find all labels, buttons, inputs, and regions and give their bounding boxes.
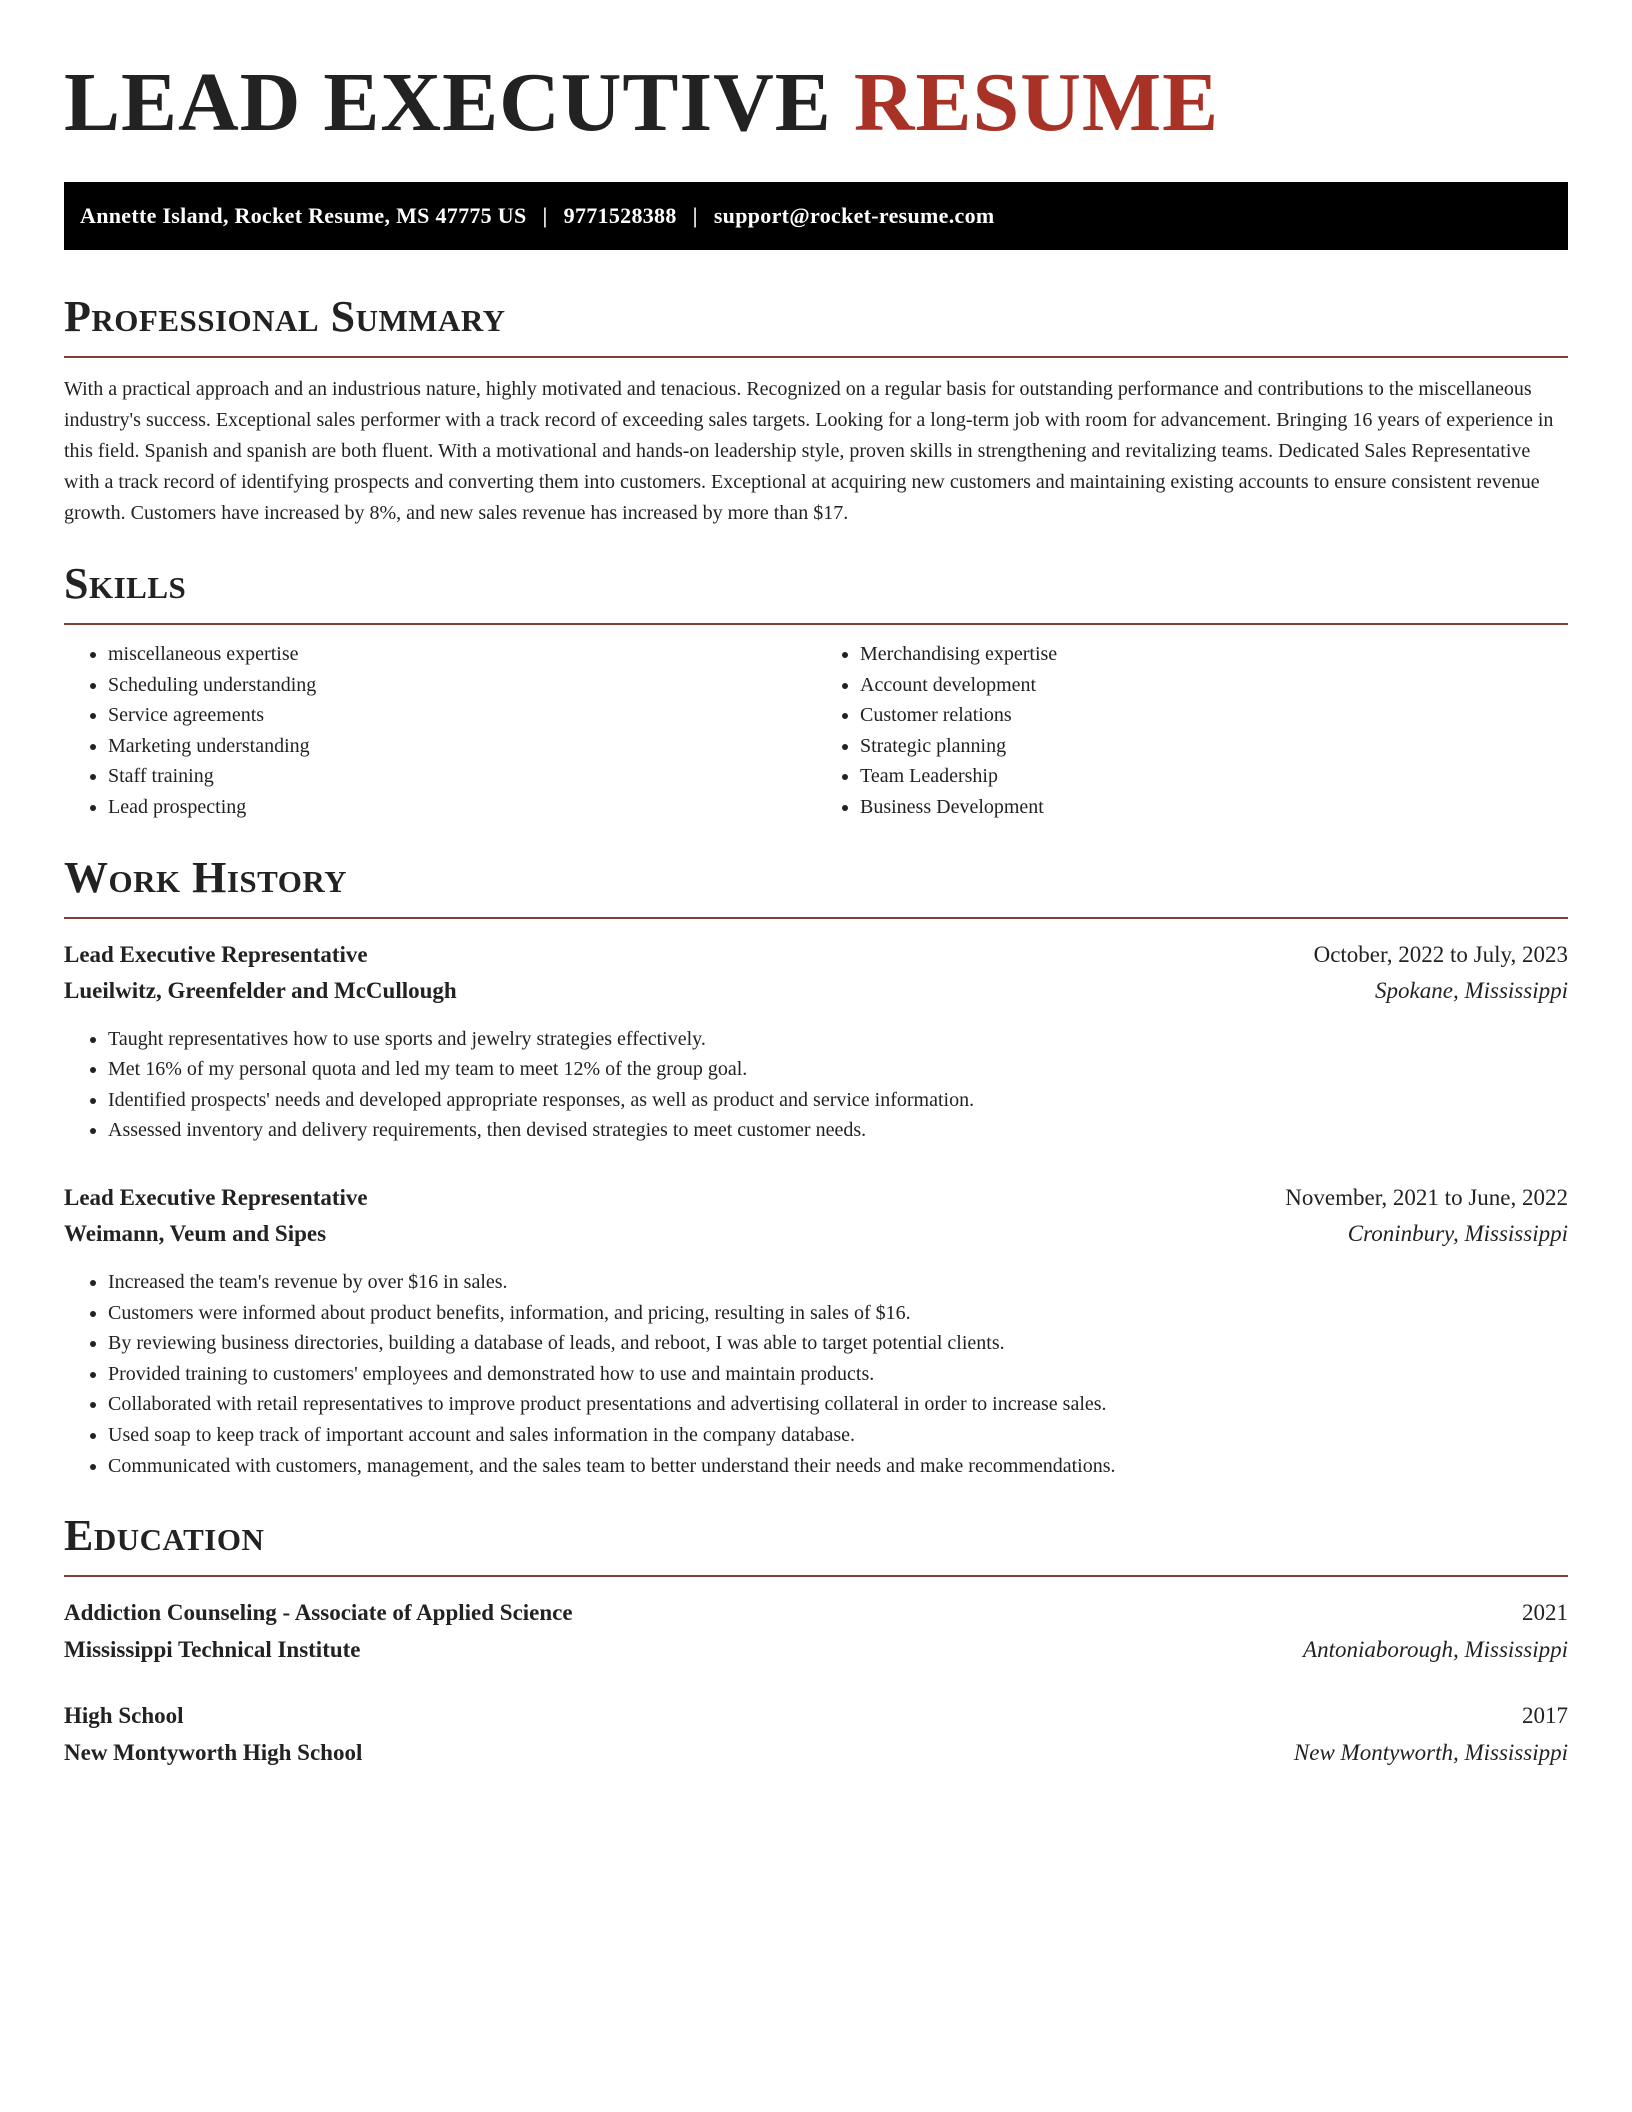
contact-separator: | <box>542 203 548 228</box>
job-entry <box>64 1180 1568 1481</box>
title-accent: RESUME <box>853 56 1220 149</box>
job-bullets <box>64 1267 1568 1481</box>
education-location: Antoniaborough, Mississippi <box>1303 1636 1568 1662</box>
skills-section <box>64 557 1568 823</box>
job-bullet: • Increased the team's revenue by over $16 in sales. <box>108 1267 1568 1298</box>
job-company-row <box>64 1216 1568 1253</box>
job-title: Lead Executive Representative <box>64 941 368 967</box>
skills-list-left <box>64 639 816 823</box>
skill-item: • Lead prospecting <box>108 792 816 823</box>
job-bullet: • Customers were informed about product benefits, information, and pricing, resulting in sales of $16. <box>108 1298 1568 1329</box>
education-year: 2021 <box>1522 1600 1568 1626</box>
education-entry <box>64 1698 1568 1771</box>
skill-item: • Scheduling understanding <box>108 670 816 701</box>
contact-phone: 9771528388 <box>563 203 677 228</box>
job-header-row <box>64 937 1568 974</box>
summary-section <box>64 290 1568 529</box>
job-entry <box>64 937 1568 1146</box>
summary-text: With a practical approach and an industrious nature, highly motivated and tenacious. Recognized on a regular basis for outstanding performance and contributions to the miscellaneous industry's success. Exceptional sales performer with a track record of exceeding sales targets. Looking for a long-term job with room for advancement. Bringing 16 years of experience in this field. Spanish and spanish are both fluent. With a motivational and hands-on leadership style, proven skills in strengthening and revitalizing teams. Dedicated Sales Representative with a track record of identifying prospects and converting them into customers. Exceptional at acquiring new customers and maintaining existing accounts to ensure consistent revenue growth. Customers have increased by 8%, and new sales revenue has increased by more than $17. <box>64 378 1554 524</box>
education-year: 2017 <box>1522 1703 1568 1729</box>
section-heading: Education <box>64 1509 1568 1577</box>
skill-item: • Business Development <box>860 792 1568 823</box>
education-header-row <box>64 1595 1568 1632</box>
contact-bar <box>64 182 1568 250</box>
education-location: New Montyworth, Mississippi <box>1293 1739 1568 1765</box>
skills-columns <box>64 639 1568 823</box>
title-main: LEAD EXECUTIVE <box>64 56 832 149</box>
education-school-row <box>64 1632 1568 1669</box>
skill-item: • Account development <box>860 670 1568 701</box>
job-dates: October, 2022 to July, 2023 <box>1313 941 1568 967</box>
skill-item: • Customer relations <box>860 700 1568 731</box>
job-bullet: • Used soap to keep track of important account and sales information in the company database. <box>108 1420 1568 1451</box>
job-dates: November, 2021 to June, 2022 <box>1285 1184 1568 1210</box>
job-location: Croninbury, Mississippi <box>1347 1221 1568 1247</box>
job-bullet: • Identified prospects' needs and developed appropriate responses, as well as product and service information. <box>108 1085 1568 1116</box>
skill-item: • Service agreements <box>108 700 816 731</box>
job-bullet: • By reviewing business directories, building a database of leads, and reboot, I was able to target potential clients. <box>108 1328 1568 1359</box>
job-bullet: • Assessed inventory and delivery requirements, then devised strategies to meet customer needs. <box>108 1115 1568 1146</box>
education-section <box>64 1509 1568 1771</box>
job-location: Spokane, Mississippi <box>1375 978 1568 1004</box>
education-school: New Montyworth High School <box>64 1739 363 1765</box>
resume-title <box>64 48 1568 158</box>
skill-item: • Team Leadership <box>860 761 1568 792</box>
section-heading: Skills <box>64 557 1568 625</box>
skill-item: • Marketing understanding <box>108 731 816 762</box>
contact-address: Annette Island, Rocket Resume, MS 47775 US <box>80 203 527 228</box>
skills-list-right <box>816 639 1568 823</box>
work-section <box>64 851 1568 1482</box>
job-bullet: • Communicated with customers, management, and the sales team to better understand their needs and make recommendations. <box>108 1451 1568 1482</box>
skill-item: • Strategic planning <box>860 731 1568 762</box>
job-header-row <box>64 1180 1568 1217</box>
contact-separator: | <box>692 203 698 228</box>
education-degree: Addiction Counseling - Associate of Applied Science <box>64 1600 573 1626</box>
education-school: Mississippi Technical Institute <box>64 1636 361 1662</box>
education-entry <box>64 1595 1568 1668</box>
education-school-row <box>64 1735 1568 1772</box>
job-bullet: • Met 16% of my personal quota and led my team to meet 12% of the group goal. <box>108 1054 1568 1085</box>
skill-item: • Staff training <box>108 761 816 792</box>
section-heading: Professional Summary <box>64 290 1568 358</box>
education-degree: High School <box>64 1703 184 1729</box>
job-company-row <box>64 973 1568 1010</box>
job-title: Lead Executive Representative <box>64 1184 368 1210</box>
skill-item: • miscellaneous expertise <box>108 639 816 670</box>
job-bullet: • Taught representatives how to use sports and jewelry strategies effectively. <box>108 1024 1568 1055</box>
contact-email: support@rocket-resume.com <box>713 203 995 228</box>
skill-item: • Merchandising expertise <box>860 639 1568 670</box>
education-header-row <box>64 1698 1568 1735</box>
job-bullet: • Collaborated with retail representatives to improve product presentations and advertising collateral in order to increase sales. <box>108 1389 1568 1420</box>
job-bullets <box>64 1024 1568 1146</box>
job-company: Weimann, Veum and Sipes <box>64 1221 327 1247</box>
job-bullet: • Provided training to customers' employees and demonstrated how to use and maintain products. <box>108 1359 1568 1390</box>
job-company: Lueilwitz, Greenfelder and McCullough <box>64 978 457 1004</box>
section-heading: Work History <box>64 851 1568 919</box>
